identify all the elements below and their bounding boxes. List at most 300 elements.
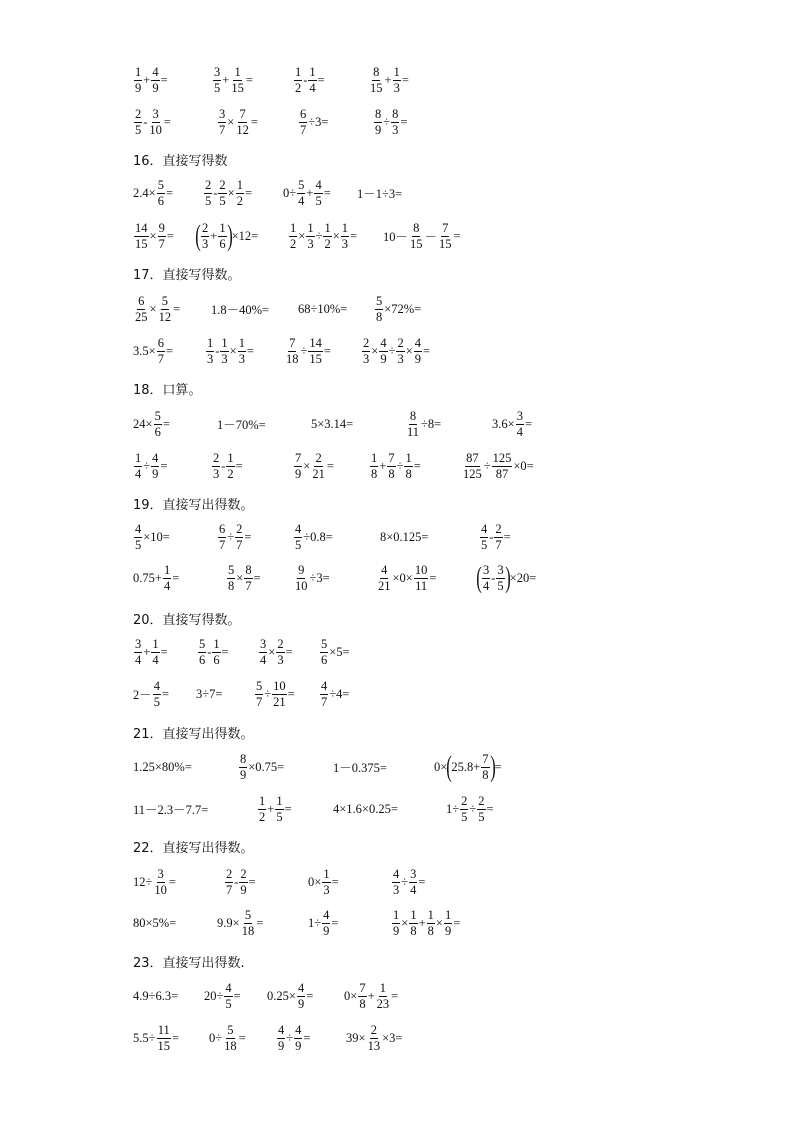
fraction bbox=[153, 868, 168, 896]
numerator: 5 bbox=[161, 294, 168, 308]
fraction bbox=[297, 982, 305, 1010]
denominator: 8 bbox=[228, 578, 235, 593]
operator-text: = bbox=[429, 570, 437, 585]
operator-text: 3.5× bbox=[133, 343, 156, 358]
numerator: 8 bbox=[373, 65, 380, 79]
operator-text: 0× bbox=[434, 759, 448, 774]
arithmetic-problem bbox=[308, 903, 338, 943]
numerator: 1 bbox=[207, 336, 214, 350]
fraction bbox=[220, 337, 228, 365]
denominator: 13 bbox=[367, 1038, 381, 1053]
operator-text: ÷ bbox=[383, 114, 391, 129]
arithmetic-problem bbox=[133, 1018, 179, 1058]
operator-text: 24× bbox=[133, 416, 153, 431]
problem-row bbox=[0, 747, 794, 787]
arithmetic-problem bbox=[196, 674, 222, 714]
numerator: 3 bbox=[483, 563, 490, 577]
denominator: 15 bbox=[135, 236, 148, 251]
problem-row bbox=[0, 862, 794, 902]
arithmetic-problem bbox=[283, 173, 331, 213]
numerator: 4 bbox=[380, 336, 387, 350]
arithmetic-problem bbox=[217, 102, 258, 142]
numerator: 14 bbox=[135, 221, 148, 235]
denominator: 3 bbox=[393, 80, 400, 95]
denominator: 5 bbox=[219, 193, 226, 208]
operator-text: 0.25× bbox=[267, 988, 296, 1003]
denominator: 8 bbox=[388, 466, 395, 481]
operator-text: 20÷ bbox=[204, 988, 224, 1003]
numerator: 11 bbox=[157, 1023, 170, 1037]
denominator: 9 bbox=[135, 80, 142, 95]
numerator: 1 bbox=[276, 794, 283, 808]
arithmetic-problem bbox=[133, 789, 208, 829]
numerator: 2 bbox=[315, 451, 322, 465]
denominator: 5 bbox=[461, 809, 468, 824]
operator-text: - bbox=[234, 874, 239, 889]
operator-text: 0.75+ bbox=[133, 570, 162, 585]
fraction bbox=[375, 295, 383, 323]
numerator: 3 bbox=[497, 563, 504, 577]
denominator: 3 bbox=[277, 652, 284, 667]
denominator: 7 bbox=[236, 537, 243, 552]
operator-text: × bbox=[149, 228, 157, 243]
arithmetic-problem bbox=[380, 517, 428, 557]
operator-text: + bbox=[306, 185, 314, 200]
denominator: 10 bbox=[295, 578, 308, 593]
fraction bbox=[480, 523, 488, 551]
fraction bbox=[414, 564, 429, 592]
numerator: 4 bbox=[225, 981, 232, 995]
numerator: 4 bbox=[414, 336, 421, 350]
numerator: 1 bbox=[393, 908, 400, 922]
operator-text: = bbox=[400, 114, 408, 129]
operator-text: ÷ bbox=[286, 1030, 294, 1045]
denominator: 87 bbox=[495, 466, 509, 481]
operator-text: － bbox=[424, 230, 438, 244]
arithmetic-problem bbox=[212, 60, 253, 100]
numerator: 1 bbox=[444, 908, 452, 922]
numerator: 8 bbox=[413, 221, 420, 235]
fraction bbox=[158, 222, 166, 250]
fraction bbox=[201, 222, 209, 250]
numerator: 4 bbox=[393, 867, 400, 881]
numerator: 3 bbox=[135, 637, 142, 651]
arithmetic-problem bbox=[211, 289, 269, 329]
numerator: 1 bbox=[135, 451, 142, 465]
fraction bbox=[294, 564, 309, 592]
arithmetic-problem bbox=[357, 173, 402, 213]
denominator: 125 bbox=[463, 466, 482, 481]
numerator: 7 bbox=[295, 451, 302, 465]
operator-text: 0× bbox=[308, 874, 322, 889]
operator-text: 1.25×80%= bbox=[133, 759, 192, 774]
fraction bbox=[218, 523, 226, 551]
operator-text: 0÷ bbox=[209, 1030, 223, 1045]
problem-row bbox=[0, 903, 794, 943]
arithmetic-problem bbox=[133, 216, 174, 256]
numerator: 4 bbox=[297, 981, 305, 995]
numerator: 6 bbox=[138, 294, 145, 308]
denominator: 2 bbox=[227, 466, 234, 481]
fraction bbox=[516, 410, 524, 438]
arithmetic-problem bbox=[133, 862, 176, 902]
numerator: 2 bbox=[219, 178, 226, 192]
operator-text: × bbox=[268, 644, 276, 659]
denominator: 4 bbox=[516, 424, 523, 439]
operator-text: 68÷10%= bbox=[298, 301, 348, 316]
denominator: 12 bbox=[158, 309, 172, 324]
operator-text: ×0= bbox=[513, 458, 534, 473]
numerator: 7 bbox=[482, 752, 489, 766]
numerator: 4 bbox=[321, 679, 328, 693]
operator-text: = bbox=[172, 570, 180, 585]
numerator: 9 bbox=[298, 563, 305, 577]
denominator: 5 bbox=[135, 537, 142, 552]
arithmetic-problem bbox=[217, 517, 251, 557]
numerator: 5 bbox=[227, 1023, 234, 1037]
fraction bbox=[151, 638, 159, 666]
numerator: 1 bbox=[379, 981, 386, 995]
numerator: 8 bbox=[409, 409, 417, 423]
numerator: 4 bbox=[295, 522, 302, 536]
section-heading: 22．直接写出得数。 bbox=[133, 841, 254, 856]
numerator: 2 bbox=[213, 451, 220, 465]
fraction bbox=[158, 295, 173, 323]
fraction bbox=[294, 66, 302, 94]
operator-text: ÷ bbox=[227, 529, 235, 544]
arithmetic-problem bbox=[373, 102, 407, 142]
left-paren: ( bbox=[446, 750, 453, 783]
operator-text: = bbox=[245, 72, 253, 87]
arithmetic-problem bbox=[479, 517, 511, 557]
numerator: 4 bbox=[295, 1023, 302, 1037]
arithmetic-problem bbox=[217, 903, 263, 943]
numerator: 1 bbox=[238, 336, 245, 350]
fraction bbox=[396, 337, 404, 365]
fraction bbox=[276, 638, 284, 666]
numerator: 4 bbox=[152, 65, 159, 79]
numerator: 1 bbox=[219, 221, 226, 235]
numerator: 1 bbox=[236, 178, 243, 192]
operator-text: 5.5÷ bbox=[133, 1030, 156, 1045]
denominator: 4 bbox=[135, 652, 142, 667]
denominator: 3 bbox=[363, 351, 370, 366]
operator-text: = bbox=[494, 759, 502, 774]
operator-text: = bbox=[256, 915, 264, 930]
operator-text: = bbox=[233, 988, 241, 1003]
operator-text: 11－2.3－7.7= bbox=[133, 803, 209, 817]
problem-row bbox=[0, 102, 794, 142]
denominator: 6 bbox=[219, 236, 226, 251]
section-heading: 17．直接写得数。 bbox=[133, 268, 241, 283]
operator-text: = bbox=[168, 874, 176, 889]
denominator: 9 bbox=[297, 996, 305, 1011]
problem-row bbox=[0, 331, 794, 371]
denominator: 7 bbox=[300, 122, 307, 137]
operator-text: 1÷ bbox=[308, 915, 322, 930]
denominator: 6 bbox=[321, 652, 328, 667]
fraction bbox=[367, 1024, 382, 1052]
numerator: 5 bbox=[199, 637, 206, 651]
numerator: 7 bbox=[442, 221, 449, 235]
operator-text: × bbox=[149, 301, 157, 316]
fraction bbox=[374, 108, 382, 136]
operator-text: × bbox=[227, 185, 235, 200]
operator-text: ÷ bbox=[143, 458, 151, 473]
operator-text: 12÷ bbox=[133, 874, 153, 889]
arithmetic-problem bbox=[333, 747, 387, 787]
denominator: 3 bbox=[323, 882, 330, 897]
denominator: 9 bbox=[295, 466, 302, 481]
fraction bbox=[258, 795, 266, 823]
denominator: 10 bbox=[154, 882, 167, 897]
numerator: 4 bbox=[315, 178, 322, 192]
arithmetic-problem bbox=[204, 976, 241, 1016]
denominator: 7 bbox=[219, 537, 226, 552]
fraction bbox=[236, 179, 244, 207]
denominator: 4 bbox=[298, 193, 305, 208]
arithmetic-problem bbox=[461, 446, 534, 486]
fraction bbox=[462, 452, 483, 480]
fraction bbox=[134, 66, 142, 94]
operator-text: = bbox=[326, 458, 334, 473]
numerator: 5 bbox=[154, 409, 161, 423]
fraction bbox=[212, 638, 220, 666]
operator-text: = bbox=[248, 874, 256, 889]
operator-text: ÷ bbox=[300, 343, 308, 358]
problem-row bbox=[0, 517, 794, 557]
fraction bbox=[427, 909, 435, 937]
denominator: 7 bbox=[256, 694, 263, 709]
numerator: 5 bbox=[157, 178, 164, 192]
numerator: 5 bbox=[256, 679, 263, 693]
denominator: 11 bbox=[407, 424, 420, 439]
arithmetic-problem bbox=[369, 446, 421, 486]
denominator: 9 bbox=[240, 882, 247, 897]
fraction bbox=[379, 337, 387, 365]
numerator: 4 bbox=[323, 908, 330, 922]
operator-text: 10－ bbox=[383, 230, 409, 244]
numerator: 1 bbox=[135, 65, 142, 79]
operator-text: ×72%= bbox=[384, 301, 422, 316]
operator-text: = bbox=[160, 72, 168, 87]
fraction bbox=[392, 868, 400, 896]
numerator: 2 bbox=[370, 1023, 377, 1037]
denominator: 4 bbox=[309, 80, 316, 95]
operator-text: ÷8= bbox=[421, 416, 442, 431]
arithmetic-problem bbox=[133, 558, 179, 598]
operator-text: × bbox=[303, 458, 311, 473]
numerator: 8 bbox=[392, 107, 399, 121]
operator-text: = bbox=[285, 644, 293, 659]
fraction bbox=[306, 222, 314, 250]
denominator: 9 bbox=[152, 466, 159, 481]
fraction bbox=[406, 410, 420, 438]
numerator: 2 bbox=[478, 794, 485, 808]
fraction bbox=[391, 108, 399, 136]
fraction bbox=[358, 982, 366, 1010]
denominator: 21 bbox=[273, 694, 286, 709]
numerator: 1 bbox=[152, 637, 159, 651]
numerator: 4 bbox=[135, 522, 142, 536]
fraction bbox=[414, 337, 422, 365]
denominator: 7 bbox=[157, 351, 164, 366]
denominator: 3 bbox=[207, 351, 214, 366]
operator-text: = bbox=[235, 458, 243, 473]
operator-text: + bbox=[384, 72, 392, 87]
operator-text: = bbox=[162, 416, 170, 431]
fraction bbox=[134, 295, 149, 323]
problem-row bbox=[0, 976, 794, 1016]
operator-text: = bbox=[323, 185, 331, 200]
operator-text: = bbox=[413, 458, 421, 473]
numerator: 7 bbox=[289, 336, 296, 350]
operator-text: 1÷ bbox=[446, 801, 460, 816]
operator-text: = bbox=[303, 1030, 311, 1045]
numerator: 2 bbox=[135, 107, 142, 121]
numerator: 2 bbox=[205, 178, 212, 192]
operator-text: × bbox=[298, 228, 306, 243]
arithmetic-problem bbox=[133, 517, 170, 557]
operator-text: 2－ bbox=[133, 688, 152, 702]
operator-text: = bbox=[244, 529, 252, 544]
fraction bbox=[409, 222, 424, 250]
arithmetic-problem bbox=[284, 331, 331, 371]
fraction bbox=[224, 982, 232, 1010]
operator-text: × bbox=[405, 343, 413, 358]
denominator: 18 bbox=[241, 923, 255, 938]
operator-text: ÷0.8= bbox=[303, 529, 333, 544]
denominator: 2 bbox=[324, 236, 331, 251]
numerator: 3 bbox=[260, 637, 267, 651]
arithmetic-problem bbox=[133, 60, 168, 100]
arithmetic-problem bbox=[368, 60, 409, 100]
numerator: 2 bbox=[240, 867, 247, 881]
denominator: 9 bbox=[152, 80, 159, 95]
operator-text: + bbox=[210, 228, 218, 243]
numerator: 4 bbox=[152, 451, 159, 465]
operator-text: 39× bbox=[346, 1030, 366, 1045]
numerator: 1 bbox=[259, 794, 266, 808]
fraction bbox=[134, 523, 142, 551]
fraction bbox=[157, 1024, 172, 1052]
arithmetic-problem bbox=[319, 632, 350, 672]
operator-text: = bbox=[162, 686, 170, 701]
problem-row bbox=[0, 173, 794, 213]
section-heading: 19．直接写出得数。 bbox=[133, 498, 254, 513]
fraction bbox=[244, 564, 252, 592]
fraction bbox=[482, 564, 490, 592]
denominator: 2 bbox=[236, 193, 243, 208]
fraction bbox=[369, 66, 384, 94]
numerator: 2 bbox=[277, 637, 284, 651]
fraction bbox=[393, 66, 401, 94]
operator-text: 9.9× bbox=[217, 915, 240, 930]
operator-text: = bbox=[350, 228, 358, 243]
operator-text: = bbox=[244, 185, 253, 200]
right-paren: ) bbox=[226, 219, 233, 252]
arithmetic-problem bbox=[293, 558, 330, 598]
fraction bbox=[272, 680, 287, 708]
numerator: 1 bbox=[393, 65, 400, 79]
operator-text: - bbox=[213, 185, 218, 200]
denominator: 3 bbox=[307, 236, 314, 251]
arithmetic-problem bbox=[254, 674, 295, 714]
fraction bbox=[323, 222, 331, 250]
arithmetic-problem bbox=[288, 216, 357, 256]
operator-text: ×10= bbox=[143, 529, 170, 544]
denominator: 3 bbox=[213, 466, 220, 481]
denominator: 12 bbox=[236, 122, 249, 137]
denominator: 8 bbox=[482, 767, 489, 782]
operator-text: ×20= bbox=[509, 570, 537, 585]
denominator: 4 bbox=[135, 466, 142, 481]
arithmetic-problem bbox=[224, 862, 256, 902]
numerator: 1 bbox=[295, 65, 302, 79]
operator-text: ÷ bbox=[388, 343, 396, 358]
denominator: 15 bbox=[370, 80, 383, 95]
numerator: 3 bbox=[410, 867, 417, 881]
numerator: 5 bbox=[244, 908, 252, 922]
denominator: 5 bbox=[225, 996, 232, 1011]
numerator: 2 bbox=[226, 867, 233, 881]
numerator: 1 bbox=[163, 563, 171, 577]
problem-row bbox=[0, 674, 794, 714]
denominator: 8 bbox=[410, 923, 417, 938]
denominator: 5 bbox=[276, 809, 283, 824]
fraction bbox=[218, 108, 226, 136]
numerator: 6 bbox=[300, 107, 307, 121]
numerator: 7 bbox=[388, 451, 395, 465]
numerator: 10 bbox=[414, 563, 428, 577]
arithmetic-problem bbox=[311, 404, 353, 444]
numerator: 2 bbox=[461, 794, 468, 808]
fraction bbox=[496, 564, 504, 592]
operator-text: = bbox=[306, 988, 314, 1003]
operator-text: × bbox=[332, 228, 340, 243]
operator-text: = bbox=[246, 343, 255, 358]
right-paren: ) bbox=[489, 750, 496, 783]
denominator: 3 bbox=[341, 236, 348, 251]
fraction bbox=[134, 222, 149, 250]
operator-text: 3.6× bbox=[492, 416, 515, 431]
operator-text: 1.8－40%= bbox=[211, 303, 270, 317]
operator-text: × bbox=[229, 343, 237, 358]
operator-text: ÷ bbox=[396, 458, 404, 473]
fraction bbox=[239, 753, 247, 781]
denominator: 5 bbox=[214, 80, 221, 95]
arithmetic-problem bbox=[308, 862, 339, 902]
fraction bbox=[259, 638, 267, 666]
arithmetic-problem bbox=[211, 446, 243, 486]
numerator: 4 bbox=[153, 679, 161, 693]
denominator: 3 bbox=[202, 236, 209, 251]
operator-text: ×0× bbox=[392, 570, 413, 585]
operator-text: + bbox=[143, 72, 151, 87]
fraction bbox=[230, 66, 245, 94]
operator-text: - bbox=[303, 72, 308, 87]
fraction bbox=[134, 452, 142, 480]
denominator: 2 bbox=[295, 80, 302, 95]
fraction bbox=[377, 564, 392, 592]
denominator: 18 bbox=[224, 1038, 237, 1053]
operator-text: + bbox=[267, 801, 275, 816]
section-heading: 20．直接写得数。 bbox=[133, 613, 241, 628]
arithmetic-problem bbox=[257, 789, 292, 829]
numerator: 10 bbox=[273, 679, 286, 693]
fraction bbox=[314, 179, 322, 207]
arithmetic-problem bbox=[133, 173, 173, 213]
